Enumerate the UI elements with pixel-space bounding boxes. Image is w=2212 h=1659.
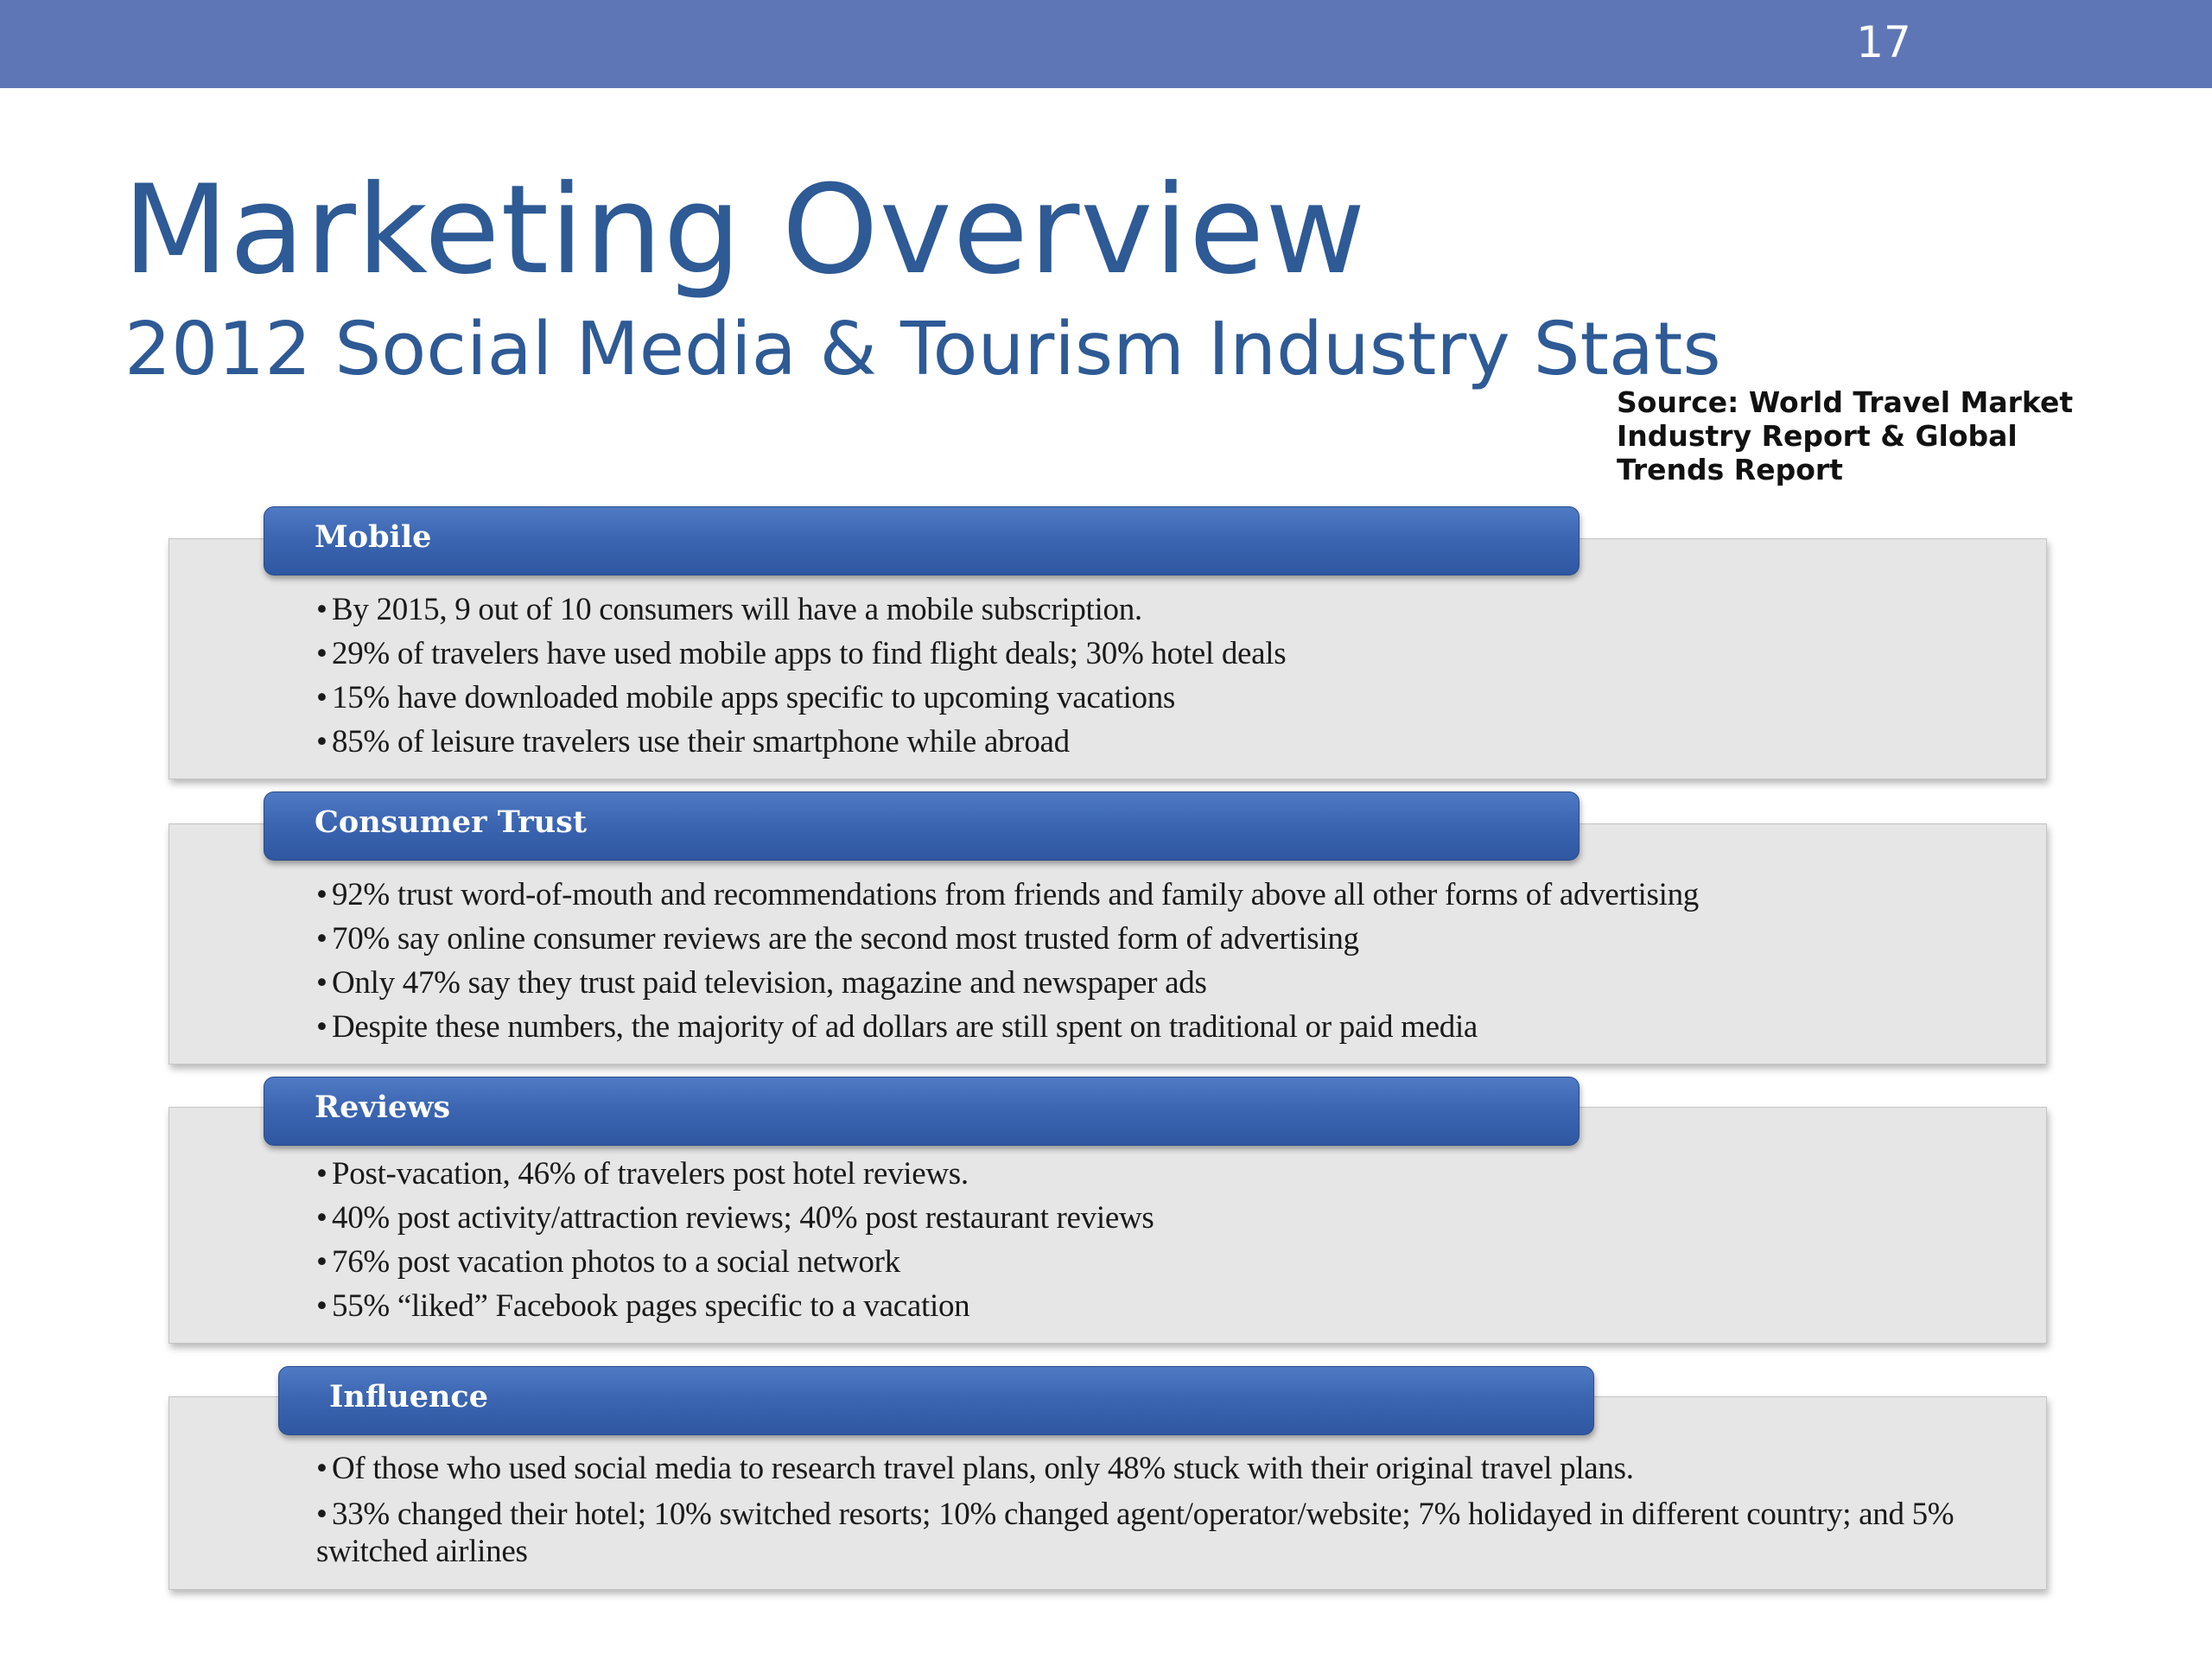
bullet-text: 15% have downloaded mobile apps specific to upcoming vacations bbox=[332, 680, 1176, 715]
bullet-item bbox=[316, 1496, 2010, 1570]
bullet-item bbox=[316, 1152, 1154, 1196]
bullet-text: 76% post vacation photos to a social network bbox=[332, 1244, 900, 1280]
bullet-text: Despite these numbers, the majority of ad dollars are still spent on traditional or paid media bbox=[332, 1009, 1478, 1045]
bullet-text: 33% changed their hotel; 10% switched resorts; 10% changed agent/operator/website; 7% holidayed in different country; and 5% switched airlines bbox=[316, 1497, 1955, 1569]
bullet-item bbox=[316, 961, 1699, 1005]
bullet-text: 40% post activity/attraction reviews; 40% post restaurant reviews bbox=[332, 1200, 1154, 1236]
page-number: 17 bbox=[1856, 17, 1911, 67]
bullet-item bbox=[316, 1196, 1154, 1240]
bullet-text: 70% say online consumer reviews are the second most trusted form of advertising bbox=[332, 921, 1359, 957]
bullet-item bbox=[316, 632, 1286, 676]
bullet-dot: • bbox=[316, 1451, 327, 1486]
bullet-item bbox=[316, 1005, 1699, 1049]
section-label-influence: Influence bbox=[329, 1379, 489, 1414]
bullet-text: 55% “liked” Facebook pages specific to a vacation bbox=[332, 1288, 970, 1324]
page-subtitle: 2012 Social Media & Tourism Industry Stats bbox=[124, 307, 1721, 392]
bullet-item bbox=[316, 1446, 2010, 1491]
bullet-dot: • bbox=[316, 965, 327, 1001]
section-bullets-reviews bbox=[316, 1152, 1154, 1328]
bullet-dot: • bbox=[316, 921, 327, 957]
section-bullets-influence bbox=[316, 1446, 2010, 1570]
section-tab-consumer-trust bbox=[264, 791, 1580, 861]
bullet-text: Of those who used social media to research travel plans, only 48% stuck with their original travel plans. bbox=[332, 1451, 1634, 1486]
source-note: Source: World Travel Market Industry Report & Global Trends Report bbox=[1617, 385, 2074, 486]
section-tab-reviews bbox=[264, 1077, 1580, 1146]
bullet-item bbox=[316, 588, 1286, 632]
bullet-text: 29% of travelers have used mobile apps to find flight deals; 30% hotel deals bbox=[332, 636, 1287, 671]
section-label-consumer-trust: Consumer Trust bbox=[315, 804, 587, 840]
section-bullets-mobile bbox=[316, 588, 1286, 764]
page-title: Marketing Overview bbox=[123, 159, 1367, 302]
bullet-item bbox=[316, 676, 1286, 720]
section-label-reviews: Reviews bbox=[315, 1090, 451, 1125]
bullet-dot: • bbox=[316, 724, 327, 760]
bullet-dot: • bbox=[316, 1497, 327, 1532]
bullet-item bbox=[316, 917, 1699, 961]
bullet-dot: • bbox=[316, 877, 327, 912]
bullet-item bbox=[316, 873, 1699, 917]
section-tab-influence bbox=[278, 1366, 1594, 1435]
bullet-dot: • bbox=[316, 1288, 327, 1324]
section-label-mobile: Mobile bbox=[315, 519, 432, 555]
bullet-dot: • bbox=[316, 592, 327, 627]
bullet-text: Only 47% say they trust paid television, magazine and newspaper ads bbox=[332, 965, 1207, 1001]
bullet-dot: • bbox=[316, 1200, 327, 1236]
bullet-item bbox=[316, 720, 1286, 764]
bullet-item bbox=[316, 1284, 1154, 1328]
bullet-dot: • bbox=[316, 1156, 327, 1192]
bullet-text: 92% trust word-of-mouth and recommendations from friends and family above all other forms of advertising bbox=[332, 877, 1699, 912]
bullet-dot: • bbox=[316, 1244, 327, 1280]
bullet-text: By 2015, 9 out of 10 consumers will have a mobile subscription. bbox=[332, 592, 1142, 627]
bullet-item bbox=[316, 1240, 1154, 1284]
bullet-text: Post-vacation, 46% of travelers post hotel reviews. bbox=[332, 1156, 969, 1192]
section-tab-mobile bbox=[264, 506, 1580, 575]
header-bar bbox=[0, 0, 2212, 88]
section-bullets-consumer-trust bbox=[316, 873, 1699, 1049]
bullet-dot: • bbox=[316, 680, 327, 715]
bullet-dot: • bbox=[316, 636, 327, 671]
bullet-dot: • bbox=[316, 1009, 327, 1045]
bullet-text: 85% of leisure travelers use their smartphone while abroad bbox=[332, 724, 1070, 760]
